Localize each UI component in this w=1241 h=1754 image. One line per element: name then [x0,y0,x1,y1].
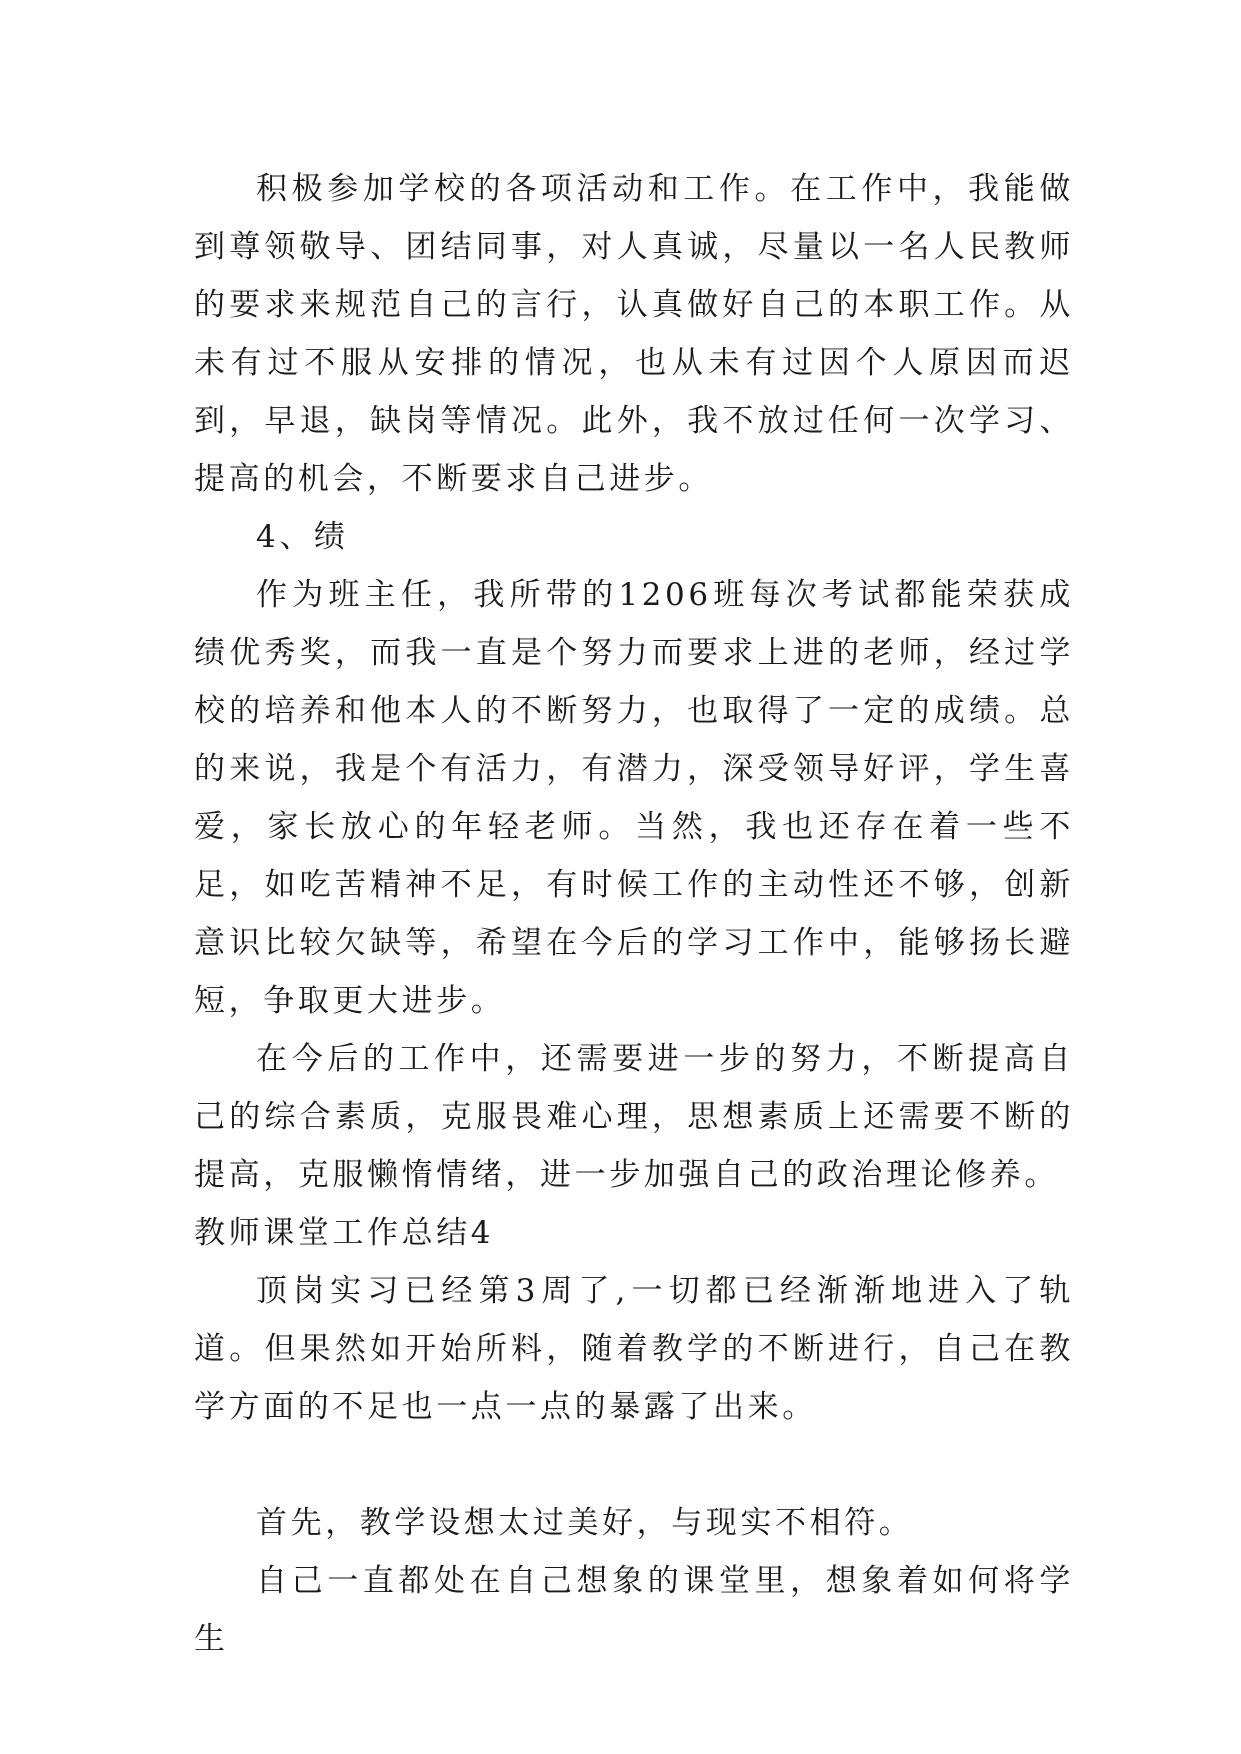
paragraph-future-work: 在今后的工作中，还需要进一步的努力，不断提高自己的综合素质，克服畏难心理，思想素质上还需要不断的提高，克服懒惰情绪，进一步加强自己的政治理论修养。 [194,1041,1074,1193]
section-title-summary-4: 教师课堂工作总结4 [194,1215,495,1251]
section-heading-achievements: 4、绩 [256,519,349,555]
paragraph-imagined-classroom: 自己一直都处在自己想象的课堂里，想象着如何将学生 [194,1563,1074,1657]
paragraph-internship: 顶岗实习已经第3周了,一切都已经渐渐地进入了轨道。但果然如开始所料，随着教学的不断进行，自己在教学方面的不足也一点一点的暴露了出来。 [194,1273,1074,1425]
document-body [194,160,1074,1668]
paragraph-conduct: 积极参加学校的各项活动和工作。在工作中，我能做到尊领敬导、团结同事，对人真诚，尽量以一名人民教师的要求来规范自己的言行，认真做好自己的本职工作。从未有过不服从安排的情况，也从未有过因个人原因而迟到，早退，缺岗等情况。此外，我不放过任何一次学习、提高的机会，不断要求自己进步。 [194,171,1074,497]
blank-line [194,1436,1074,1494]
paragraph-first-point: 首先，教学设想太过美好，与现实不相符。 [256,1505,914,1541]
paragraph-achievements: 作为班主任，我所带的1206班每次考试都能荣获成绩优秀奖，而我一直是个努力而要求上进的老师，经过学校的培养和他本人的不断努力，也取得了一定的成绩。总的来说，我是个有活力，有潜力，深受领导好评，学生喜爱，家长放心的年轻老师。当然，我也还存在着一些不足，如吃苦精神不足，有时候工作的主动性还不够，创新意识比较欠缺等，希望在今后的学习工作中，能够扬长避短，争取更大进步。 [194,577,1074,1019]
